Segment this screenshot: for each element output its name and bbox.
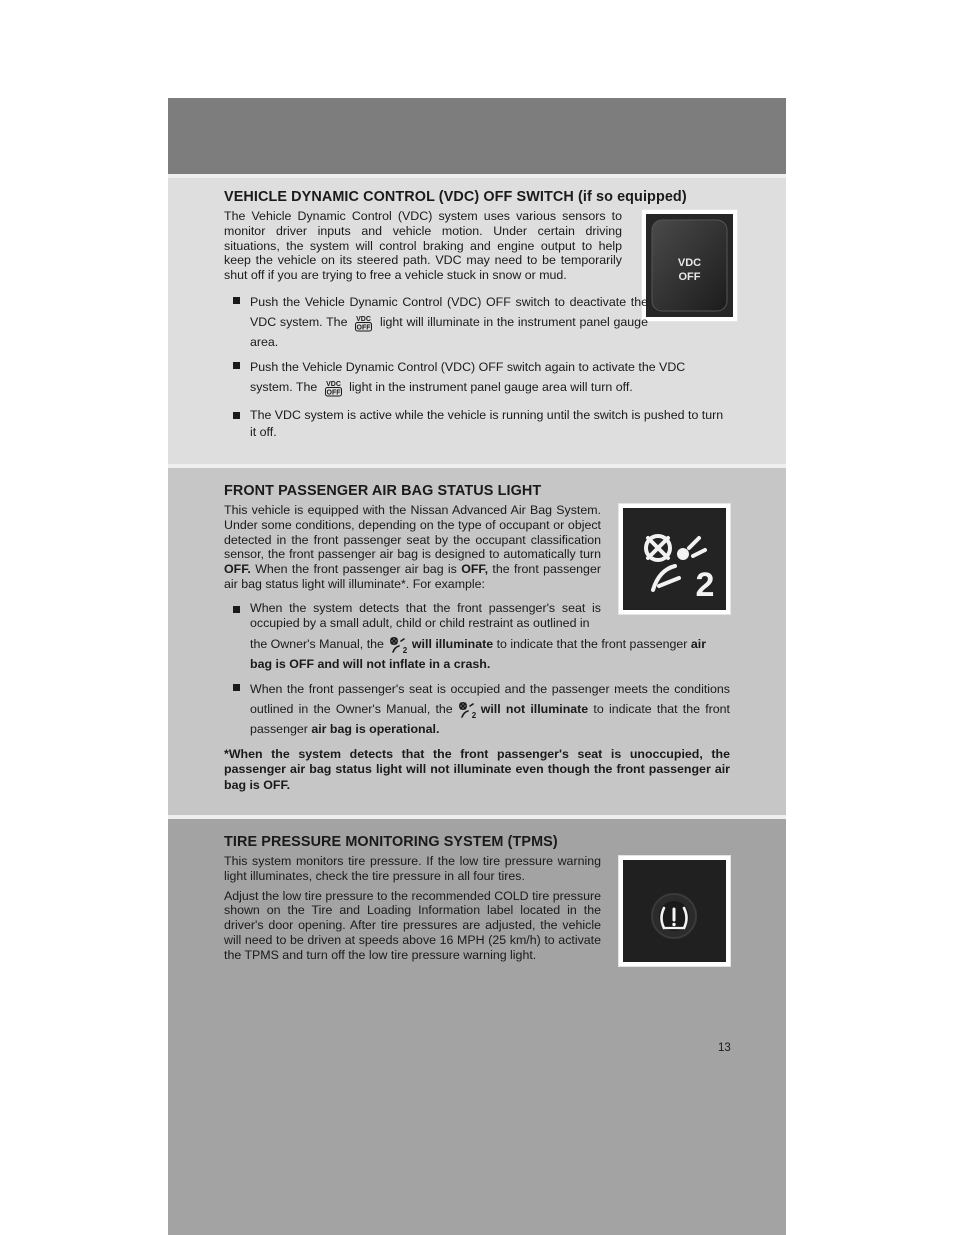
divider: [168, 815, 786, 819]
vdc-off-icon: [355, 314, 372, 332]
svg-text:2: 2: [471, 710, 476, 719]
tpms-title: TIRE PRESSURE MONITORING SYSTEM (TPMS): [224, 834, 558, 850]
airbag-section: [224, 482, 730, 793]
header-band: [168, 98, 786, 174]
airbag-title: FRONT PASSENGER AIR BAG STATUS LIGHT: [224, 483, 542, 499]
airbag-image-digit: 2: [695, 566, 715, 604]
tpms-paragraph-2: Adjust the low tire pressure to the recommended COLD tire pressure shown on the Tire and Loading Information label located in the driver's door opening. After tire pressures are adjusted, the vehicle will need to be driven at speeds above 16 MPH (25 km/h) to activate the TPMS and turn off the low tire pressure warning light.: [224, 888, 601, 962]
page-number: 13: [718, 1042, 731, 1054]
vdc-title: VEHICLE DYNAMIC CONTROL (VDC) OFF SWITCH (if so equipped): [224, 189, 687, 205]
tpms-paragraph-1: This system monitors tire pressure. If the low tire pressure warning light illuminates, check the tire pressure in all four tires.: [224, 854, 601, 883]
vdc-icon-top-text: VDC: [356, 315, 372, 323]
vdc-icon-top-text: VDC: [325, 380, 341, 388]
svg-text:2: 2: [402, 645, 408, 654]
tpms-section: [224, 833, 730, 963]
vdc-bullet-3: The VDC system is active while the vehicle is running until the switch is pushed to turn it off.: [224, 407, 730, 441]
airbag-status-icon: [388, 636, 408, 654]
vdc-off-icon: [325, 379, 342, 397]
vdc-button-label-2: OFF: [678, 271, 701, 283]
vdc-button-label-1: VDC: [677, 257, 702, 269]
vdc-section: [224, 188, 730, 441]
airbag-bullet-1: When the system detects that the front passenger's seat is occupied by a small adult, child or child restraint as outlined in the Owner's Manual, the 2 will illuminate to indicate that the front passenger air bag is OFF and will not inflate in a crash.: [224, 601, 730, 674]
vdc-bullet-1: Push the Vehicle Dynamic Control (VDC) OFF switch to deactivate the VDC system. The VDC OFF light will illuminate in the instrument panel gauge area.: [224, 292, 648, 352]
vdc-bullet-2: Push the Vehicle Dynamic Control (VDC) OFF switch again to activate the VDC system. The VDC OFF light in the instrument panel gauge area will turn off.: [224, 357, 730, 397]
airbag-note: *When the system detects that the front passenger's seat is unoccupied, the passenger air bag status light will not illuminate even though the front passenger air bag is OFF.: [224, 746, 730, 792]
airbag-intro: This vehicle is equipped with the Nissan Advanced Air Bag System. Under some conditions, depending on the type of occupant or object detected in the front passenger seat by the occupant classification sensor, the front passenger air bag is designed to automatically turn OFF. When the front passenger air bag is OFF, the front passenger air bag status light will illuminate*. For example:: [224, 503, 601, 591]
airbag-bullet-2: When the front passenger's seat is occupied and the passenger meets the conditions outlined in the Owner's Manual, the 2 will not illuminate to indicate that the front passenger air bag is operational.: [224, 679, 730, 739]
airbag-status-icon: [457, 701, 477, 719]
vdc-icon-bottom-text: OFF: [356, 324, 371, 332]
vdc-intro: The Vehicle Dynamic Control (VDC) system uses various sensors to monitor driver inputs and vehicle motion. Under certain driving situations, the system will control braking and engine output to help keep the vehicle on its steered path. VDC may need to be temporarily shut off if you are trying to free a vehicle stuck in snow or mud.: [224, 209, 622, 283]
vdc-icon-bottom-text: OFF: [326, 389, 341, 397]
